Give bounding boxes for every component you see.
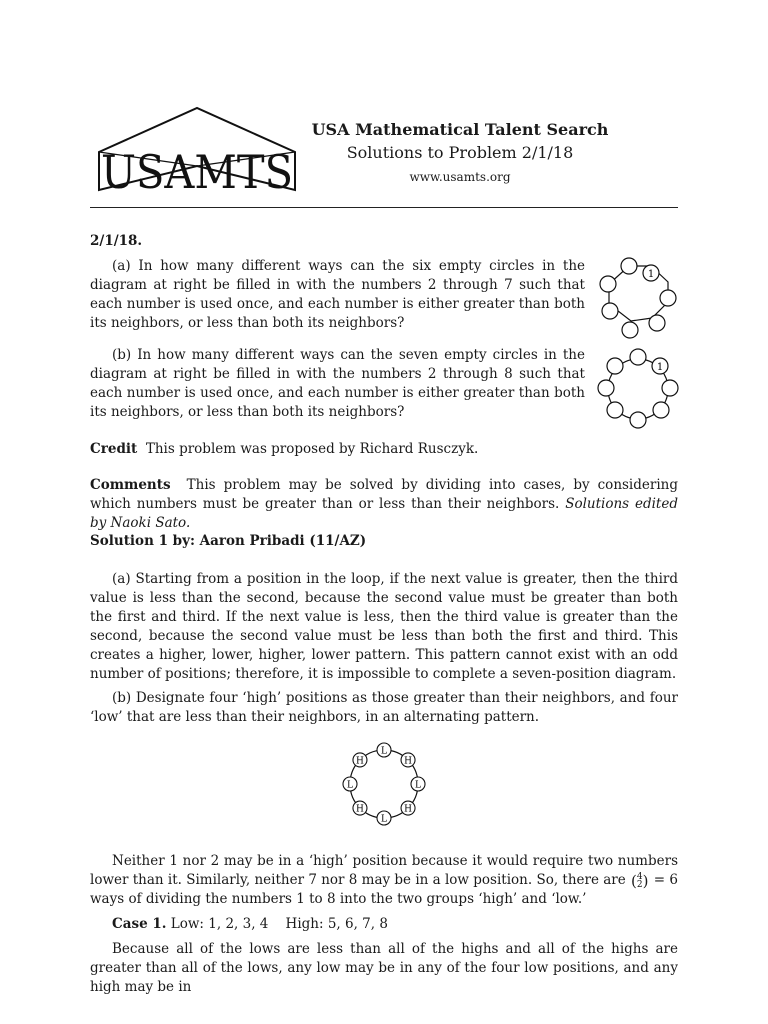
case-1-high: High: 5, 6, 7, 8 bbox=[285, 916, 388, 932]
header-divider bbox=[90, 207, 678, 208]
solution-part-d: Because all of the lows are less than all of the highs and all of the highs are greater than all of the lows, any low may be in any of the four low positions, and any high may be in bbox=[90, 941, 678, 995]
diagram-a-circle bbox=[649, 315, 665, 331]
comments-text: This problem may be solved by dividing into cases, by considering which numbers must be greater than or less than their neighbors. bbox=[90, 477, 678, 512]
diagram-b-circle bbox=[607, 358, 623, 374]
diagram-a-circle bbox=[600, 276, 616, 292]
diagram-a-circle bbox=[660, 290, 676, 306]
hl-node-label: H bbox=[404, 756, 412, 767]
diagram-b-label: 1 bbox=[656, 362, 664, 373]
diagram-a-circle bbox=[621, 258, 637, 274]
hl-node-label: L bbox=[347, 780, 353, 791]
diagram-b-circle bbox=[653, 402, 669, 418]
site-url[interactable]: www.usamts.org bbox=[409, 170, 511, 184]
page-subtitle: Solutions to Problem 2/1/18 bbox=[346, 143, 574, 162]
diagram-b-circle bbox=[662, 380, 678, 396]
solution-part-b: (b) Designate four ‘high’ positions as those greater than their neighbors, and four ‘low’ that are less than their neighbors, in an alternating pattern. bbox=[90, 690, 678, 725]
high-low-diagram bbox=[340, 740, 428, 828]
solution-part-c bbox=[90, 852, 678, 909]
hl-node-label: H bbox=[356, 756, 364, 767]
problem-part-a: (a) In how many different ways can the six empty circles in the diagram at right be filled in with the numbers 2 through 7 such that each number is used once, and each number is either greater than both its neighbors, or less than both its neighbors? bbox=[90, 258, 585, 331]
usamts-logo bbox=[97, 104, 297, 192]
logo-text: USAMTS bbox=[101, 145, 293, 192]
solution-heading: Solution 1 by: Aaron Pribadi (11/AZ) bbox=[90, 533, 367, 549]
problem-part-b: (b) In how many different ways can the seven empty circles in the diagram at right be filled in with the numbers 2 through 8 such that each number is used once, and each number is either greater than both its neighbors, or less than both its neighbors? bbox=[90, 347, 585, 420]
diagram-b-circle bbox=[630, 349, 646, 365]
credit-label: Credit bbox=[90, 441, 138, 457]
hl-node-label: L bbox=[415, 780, 421, 791]
hl-node-label: H bbox=[356, 804, 364, 815]
hl-node-label: L bbox=[381, 746, 387, 757]
diagram-a-circle bbox=[622, 322, 638, 338]
page-title: USA Mathematical Talent Search bbox=[311, 120, 609, 139]
comments-label: Comments bbox=[90, 477, 171, 493]
solution-part-a: (a) Starting from a position in the loop, if the next value is greater, then the third value is less than the second, because the second value must be greater than both the first and third. If the next value is less, then the third value is greater than the second, because the second value must be less than both the first and third. This creates a higher, lower, higher, lower pattern. This pattern cannot exist with an odd number of positions; therefore, it is impossible to complete a seven-position diagram. bbox=[90, 571, 678, 682]
diagram-a bbox=[596, 256, 680, 340]
credit-paragraph bbox=[90, 440, 678, 459]
problem-number: 2/1/18. bbox=[90, 233, 143, 249]
binomial: (4 2) bbox=[631, 871, 649, 890]
para-c-second: = 6 ways of dividing the numbers 1 to 8 into the two groups ‘high’ and ‘low.’ bbox=[90, 872, 678, 907]
editor-note: Solutions edited by Naoki Sato. bbox=[90, 496, 678, 531]
case-1-label: Case 1. bbox=[112, 916, 167, 932]
case-1-line bbox=[90, 915, 678, 934]
case-1-low: Low: 1, 2, 3, 4 bbox=[170, 916, 269, 932]
diagram-b-circle bbox=[598, 380, 614, 396]
diagram-a-circle bbox=[602, 303, 618, 319]
diagram-b-circle bbox=[630, 412, 646, 428]
binomial-bottom: 2 bbox=[636, 879, 643, 890]
credit-text: This problem was proposed by Richard Rusczyk. bbox=[145, 441, 479, 457]
hl-node-label: L bbox=[381, 814, 387, 825]
binomial-top: 4 bbox=[636, 871, 643, 882]
comments-paragraph bbox=[90, 476, 678, 533]
para-c-first: Neither 1 nor 2 may be in a ‘high’ position because it would require two numbers lower than it. Similarly, neither 7 nor 8 may be in a low position. So, there are bbox=[90, 853, 678, 888]
diagram-b bbox=[596, 347, 680, 431]
hl-node-label: H bbox=[404, 804, 412, 815]
diagram-a-label: 1 bbox=[647, 269, 655, 280]
diagram-b-circle bbox=[607, 402, 623, 418]
